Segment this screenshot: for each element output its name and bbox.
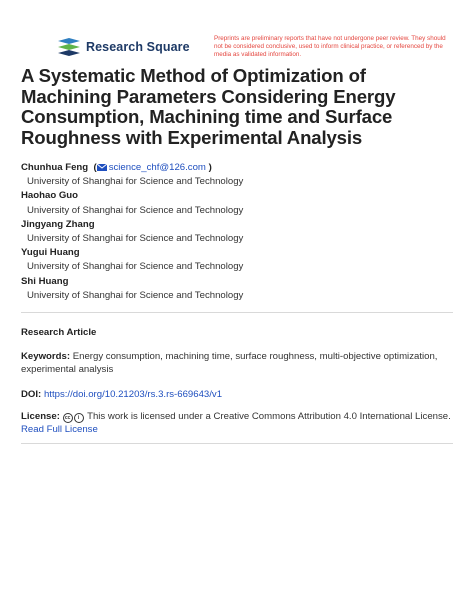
research-square-logo-icon [56,37,82,57]
author-name: Shi Huang [21,275,69,287]
license [21,410,451,436]
doi [21,388,451,401]
read-full-license-link[interactable]: Read Full License [21,424,98,436]
author-email-link[interactable] [97,162,206,173]
envelope-icon [97,164,107,171]
section-divider [21,312,453,313]
doi-label: DOI: [21,389,42,400]
brand-name: Research Square [86,40,190,54]
research-square-logo[interactable] [56,37,190,57]
author [21,189,451,217]
author-name: Haohao Guo [21,190,79,202]
keywords-value: Energy consumption, machining time, surface roughness, multi-objective optimization, experimental analysis [21,351,438,376]
author-name: Jingyang Zhang [21,218,95,230]
author-name: Yugui Huang [21,247,80,259]
author-name: Chunhua Feng [21,162,89,173]
author-email: science_chf@126.com [108,162,206,173]
license-label: License: [21,411,60,422]
author: Chunhua Feng ( science_chf@126.com ) University of Shanghai for Science and Technology [21,161,451,189]
paper-title: A Systematic Method of Optimization of Machining Parameters Considering Energy Consumption, Machining time and Surface Roughness with Experimental Analysis [21,65,396,148]
author-affiliation: University of Shanghai for Science and Technology [27,232,244,244]
keywords-label: Keywords: [21,351,71,362]
author [21,275,451,303]
author-list [21,161,451,303]
article-type: Research Article [21,327,97,338]
author [21,218,451,246]
author-affiliation: University of Shanghai for Science and Technology [27,289,244,301]
section-divider [21,443,453,444]
cc-icon: cc [63,413,73,423]
keywords [21,350,451,376]
doi-link[interactable]: https://doi.org/10.21203/rs.3.rs-669643/v1 [43,389,223,400]
header [0,0,474,64]
author-affiliation: University of Shanghai for Science and Technology [27,176,244,188]
author-affiliation: University of Shanghai for Science and Technology [27,204,244,216]
preprint-disclaimer: Preprints are preliminary reports that have not undergone peer review. They should not be considered conclusive, used to inform clinical practice, or referenced by the media as validated information. [214,35,446,59]
author [21,246,451,274]
author-affiliation: University of Shanghai for Science and Technology [27,261,244,273]
license-text: This work is licensed under a Creative Commons Attribution 4.0 International License. [87,411,451,422]
by-icon: i [74,413,84,423]
